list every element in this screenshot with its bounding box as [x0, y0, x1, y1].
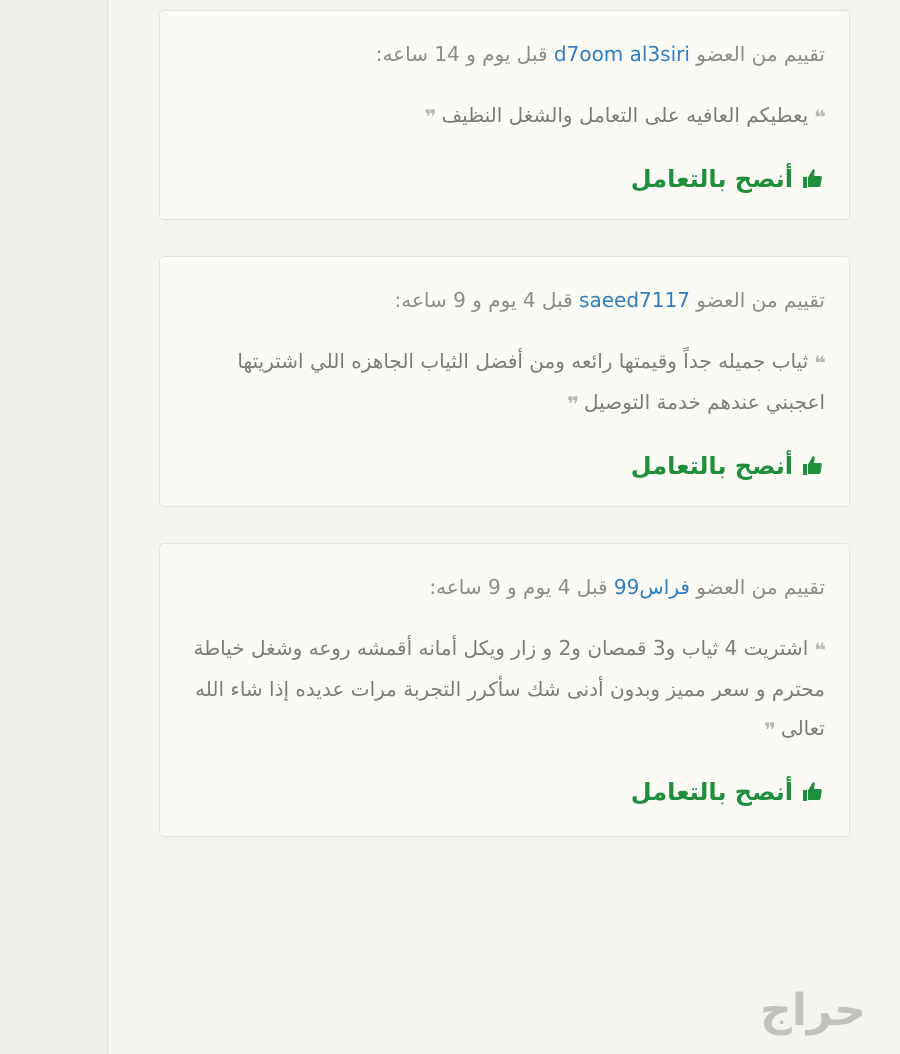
- recommend-label: أنصح بالتعامل: [630, 452, 793, 480]
- review-header: [184, 285, 825, 316]
- member-link[interactable]: saeed7117: [579, 288, 690, 312]
- quote-open-icon: ❝: [814, 351, 825, 375]
- recommend-badge: [184, 165, 825, 193]
- review-text: ثياب جميله جداً وقيمتها رائعه ومن أفضل الثياب الجاهزه اللي اشتريتها اعجبني عندهم خدمة التوصيل: [237, 349, 825, 414]
- quote-open-icon: ❝: [814, 638, 825, 662]
- recommend-label: أنصح بالتعامل: [630, 778, 793, 806]
- content-column: [109, 0, 900, 1054]
- thumbs-up-icon: [801, 167, 825, 191]
- review-header: [184, 39, 825, 70]
- thumbs-up-icon: [801, 454, 825, 478]
- review-header-prefix: تقييم من العضو: [696, 288, 825, 312]
- review-header-suffix: قبل يوم و 14 ساعه:: [375, 42, 548, 66]
- recommend-badge: [184, 452, 825, 480]
- recommend-badge: [184, 778, 825, 806]
- reviews-list: [109, 0, 900, 837]
- review-header: [184, 572, 825, 603]
- watermark-text: حراج: [760, 985, 866, 1036]
- quote-close-icon: ❞: [567, 392, 578, 416]
- quote-open-icon: ❝: [814, 105, 825, 129]
- review-header-prefix: تقييم من العضو: [696, 575, 825, 599]
- review-card[interactable]: [159, 10, 850, 220]
- review-text: اشتريت 4 ثياب و3 قمصان و2 و زار ويكل أمانه أقمشه روعه وشغل خياطة محترم و سعر مميز وبدون أدنى شك سأكرر التجربة مرات عديده إذا شاء الله تعالى: [193, 636, 825, 740]
- review-header-suffix: قبل 4 يوم و 9 ساعه:: [394, 288, 573, 312]
- review-body: [184, 342, 825, 424]
- review-body: [184, 629, 825, 750]
- member-link[interactable]: d7oom al3siri: [553, 42, 690, 66]
- review-header-prefix: تقييم من العضو: [696, 42, 825, 66]
- member-link[interactable]: فراس99: [613, 575, 690, 599]
- review-header-suffix: قبل 4 يوم و 9 ساعه:: [429, 575, 608, 599]
- review-card[interactable]: [159, 256, 850, 507]
- quote-close-icon: ❞: [424, 105, 436, 129]
- review-text: يعطيكم العافيه على التعامل والشغل النظيف: [441, 103, 809, 127]
- left-gutter: [0, 0, 108, 1054]
- quote-close-icon: ❞: [764, 718, 775, 742]
- review-body: [184, 96, 825, 137]
- recommend-label: أنصح بالتعامل: [630, 165, 793, 193]
- review-card[interactable]: [159, 543, 850, 837]
- thumbs-up-icon: [801, 780, 825, 804]
